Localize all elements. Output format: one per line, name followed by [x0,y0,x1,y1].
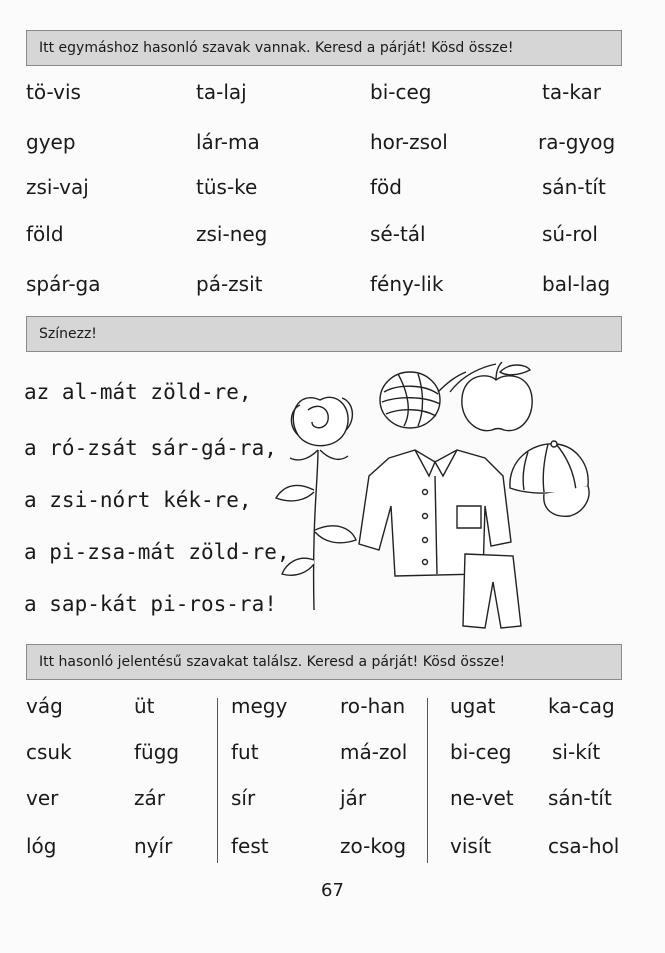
word[interactable]: zsi-neg [196,222,268,246]
word[interactable]: sír [231,786,256,810]
word[interactable]: fut [231,740,259,764]
instruction-banner-3 [26,644,622,680]
word[interactable]: sán-tít [548,786,612,810]
column-divider [427,698,428,863]
word[interactable]: tüs-ke [196,175,258,199]
word[interactable]: sú-rol [542,222,598,246]
word[interactable]: spár-ga [26,272,101,296]
word[interactable]: csuk [26,740,72,764]
word[interactable]: bal-lag [542,272,611,296]
word[interactable]: fest [231,834,269,858]
word[interactable]: zsi-vaj [26,175,89,199]
word[interactable]: zár [134,786,165,810]
column-divider [217,698,218,863]
word[interactable]: má-zol [340,740,408,764]
sentence-line: az al-mát zöld-re, [24,380,252,404]
word[interactable]: si-kít [552,740,601,764]
page-number: 67 [321,880,344,901]
word[interactable]: üt [134,694,155,718]
word[interactable]: hor-zsol [370,130,448,154]
instruction-banner-1 [26,30,622,66]
word[interactable]: lóg [26,834,57,858]
word[interactable]: bi-ceg [370,80,432,104]
word[interactable]: föld [26,222,64,246]
sentence-line: a zsi-nórt kék-re, [24,488,252,512]
instruction-text-3: Itt hasonló jelentésű szavakat találsz. Keresd a párját! Kösd össze! [39,654,506,670]
sentence-line: a ró-zsát sár-gá-ra, [24,436,277,460]
word[interactable]: ta-laj [196,80,247,104]
word[interactable]: függ [134,740,180,764]
word[interactable]: ka-cag [548,694,615,718]
word[interactable]: megy [231,694,288,718]
word[interactable]: ver [26,786,59,810]
word[interactable]: lár-ma [196,130,260,154]
word[interactable]: jár [340,786,367,810]
word[interactable]: ra-gyog [538,130,616,154]
word[interactable]: föd [370,175,402,199]
word[interactable]: vág [26,694,63,718]
apple-illustration[interactable] [448,358,548,438]
word[interactable]: tö-vis [26,80,81,104]
sentence-line: a sap-kát pi-ros-ra! [24,592,277,616]
word[interactable]: visít [450,834,492,858]
word[interactable]: sán-tít [542,175,606,199]
word[interactable]: gyep [26,130,76,154]
word[interactable]: zo-kog [340,834,407,858]
instruction-text-2: Színezz! [39,326,97,342]
word[interactable]: ro-han [340,694,406,718]
instruction-text-1: Itt egymáshoz hasonló szavak vannak. Keresd a párját! Kösd össze! [39,40,514,56]
word[interactable]: fény-lik [370,272,444,296]
instruction-banner-2 [26,316,622,352]
word[interactable]: ne-vet [450,786,514,810]
word[interactable]: ugat [450,694,496,718]
sentence-line: a pi-zsa-mát zöld-re, [24,540,290,564]
word[interactable]: bi-ceg [450,740,512,764]
pyjamas-illustration[interactable] [345,446,545,636]
word[interactable]: nyír [134,834,173,858]
word[interactable]: csa-hol [548,834,620,858]
word[interactable]: sé-tál [370,222,426,246]
word[interactable]: pá-zsit [196,272,263,296]
word[interactable]: ta-kar [542,80,602,104]
